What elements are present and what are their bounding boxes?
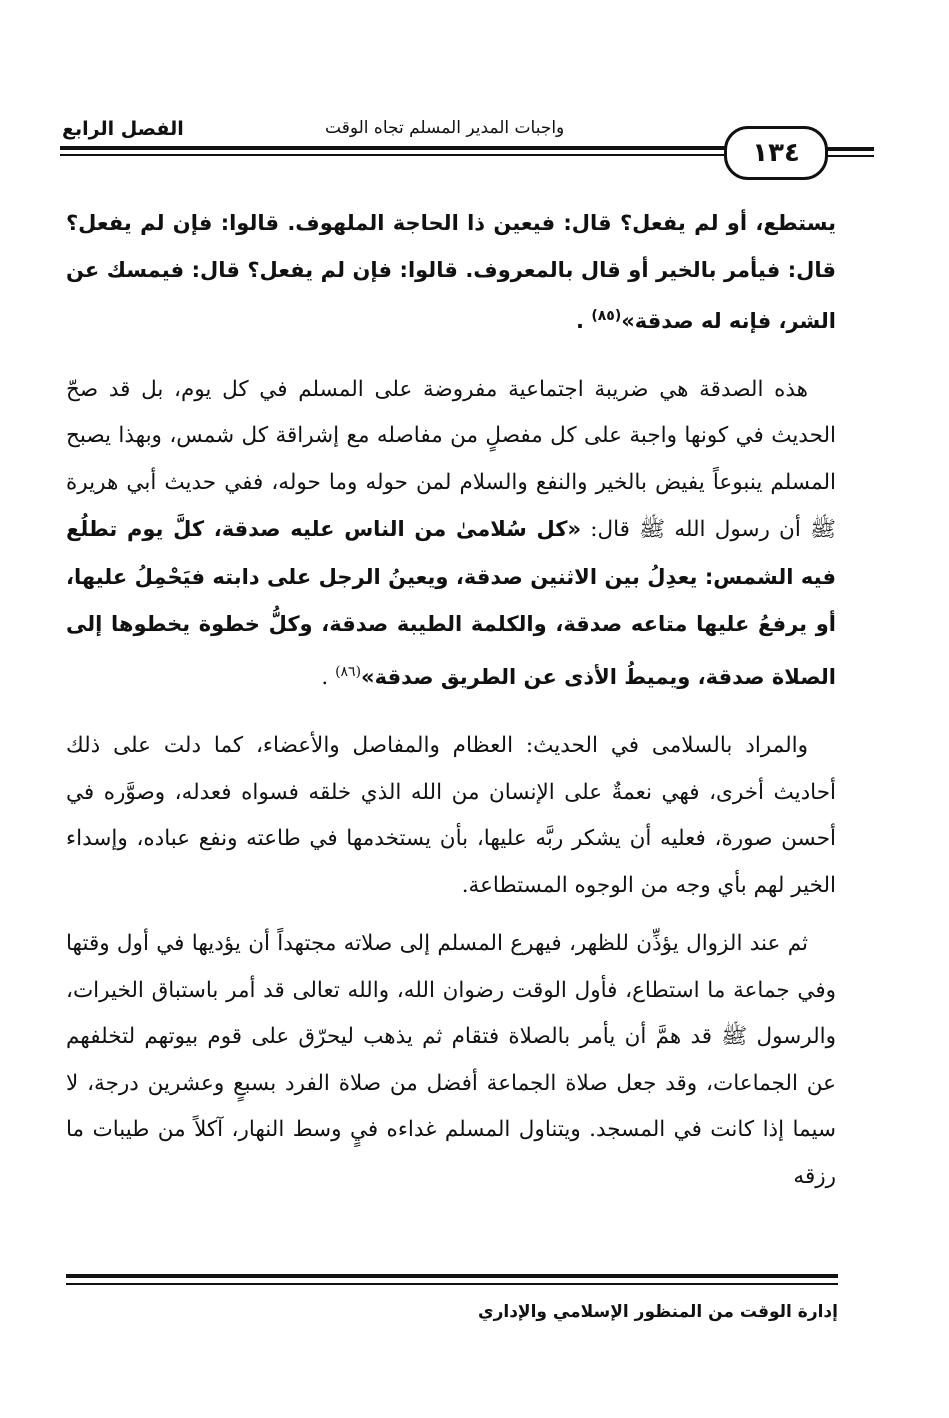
book-title-footer: إدارة الوقت من المنظور الإسلامي والإداري bbox=[478, 1302, 838, 1322]
page-number-badge bbox=[724, 126, 828, 180]
header-rule-thick bbox=[60, 146, 725, 150]
footnote-ref-86: (٨٦) bbox=[335, 663, 362, 680]
body-text bbox=[66, 200, 836, 1200]
hadith-ending: يستطع، أو لم يفعل؟ قال: فيعين ذا الحاجة الملهوف. قالوا: فإن لم يفعل؟ قال: فيأمر بالخير أو قال بالمعروف. قالوا: فإن لم يفعل؟ قال: فيمسك عن الشر، فإنه له صدقة» bbox=[66, 211, 836, 333]
header-dash-thick bbox=[826, 147, 874, 151]
footer-rule-thick bbox=[66, 1274, 838, 1278]
footnote-ref-85: (٨٥) bbox=[591, 308, 622, 324]
header-rule-thin bbox=[60, 154, 725, 156]
hadith-quote: «كل سُلامىٰ من الناس عليه صدقة، كلَّ يوم تطلُع فيه الشمس: يعدِلُ بين الاثنين صدقة، ويعينُ الرجل على دابته فيَحْمِلُ عليها، أو يرفعُ عليها متاعه صدقة، والكلمة الطيبة صدقة، وكلُّ خطوة يخطوها إلى الصلاة صدقة، ويميطُ الأذى عن الطريق صدقة» bbox=[66, 517, 836, 689]
chapter-title: الفصل الرابع bbox=[62, 118, 184, 140]
page-number: ١٣٤ bbox=[752, 138, 800, 168]
running-title: واجبات المدير المسلم تجاه الوقت bbox=[325, 118, 565, 138]
header-dash-thin bbox=[826, 155, 874, 157]
paragraph-2-text: هذه الصدقة هي ضريبة اجتماعية مفروضة على المسلم في كل يوم، بل قد صحّ الحديث في كونها واجبة على كل مفصلٍ من مفاصله مع إشراقة كل شمس، وبهذا يصبح المسلم ينبوعاً يفيض بالخير والنفع والسلام لمن حوله وما حوله، ففي حديث أبي هريرة ﷺ أن رسول الله ﷺ قال: bbox=[66, 376, 836, 542]
paragraph-2: هذه الصدقة هي ضريبة اجتماعية مفروضة على المسلم في كل يوم، بل قد صحّ الحديث في كونها واجبة على كل مفصلٍ من مفاصله مع إشراقة كل شمس، وبهذا يصبح المسلم ينبوعاً يفيض بالخير والنفع والسلام لمن حوله وما حوله، ففي حديث أبي هريرة ﷺ أن رسول الله ﷺ قال: «كل سُلامىٰ من الناس عليه صدقة، كلَّ يوم تطلُع فيه الشمس: يعدِلُ بين الاثنين صدقة، ويعينُ الرجل على دابته فيَحْمِلُ عليها، أو يرفعُ عليها متاعه صدقة، والكلمة الطيبة صدقة، وكلُّ خطوة يخطوها إلى الصلاة صدقة، ويميطُ الأذى عن الطريق صدقة»$^{(٨٦)}$ . bbox=[66, 376, 836, 690]
paragraph-1: يستطع، أو لم يفعل؟ قال: فيعين ذا الحاجة الملهوف. قالوا: فإن لم يفعل؟ قال: فيأمر بالخير أو قال بالمعروف. قالوا: فإن لم يفعل؟ قال: فيمسك عن الشر، فإنه له صدقة»$^{(٨٥)}$ . bbox=[66, 211, 836, 333]
paragraph-4: ثم عند الزوال يؤذِّن للظهر، فيهرع المسلم إلى صلاته مجتهداً أن يؤديها في أول وقتها وفي جماعة ما استطاع، فأول الوقت رضوان الله، والله تعالى قد أمر باستباق الخيرات، والرسول ﷺ قد همَّ أن يأمر بالصلاة فتقام ثم يذهب ليحرّق على قوم بيوتهم لتخلفهم عن الجماعات، وقد جعل صلاة الجماعة أفضل من صلاة الفرد بسبعٍ وعشرين درجة، لا سيما إذا كانت في المسجد. ويتناول المسلم غداءه فيٍ وسط النهار، آكلاً من طيبات ما رزقه bbox=[66, 931, 836, 1189]
paragraph-3: والمراد بالسلامى في الحديث: العظام والمفاصل والأعضاء، كما دلت على ذلك أحاديث أخرى، فهي نعمةٌ على الإنسان من الله الذي خلقه فسواه فعدله، وصوَّره في أحسن صورة، فعليه أن يشكر ربَّه عليها، بأن يستخدمها في طاعته ونفع عباده، وإسداء الخير لهم بأي وجه من الوجوه المستطاعة. bbox=[66, 733, 836, 898]
footer-rule-thin bbox=[66, 1283, 838, 1285]
